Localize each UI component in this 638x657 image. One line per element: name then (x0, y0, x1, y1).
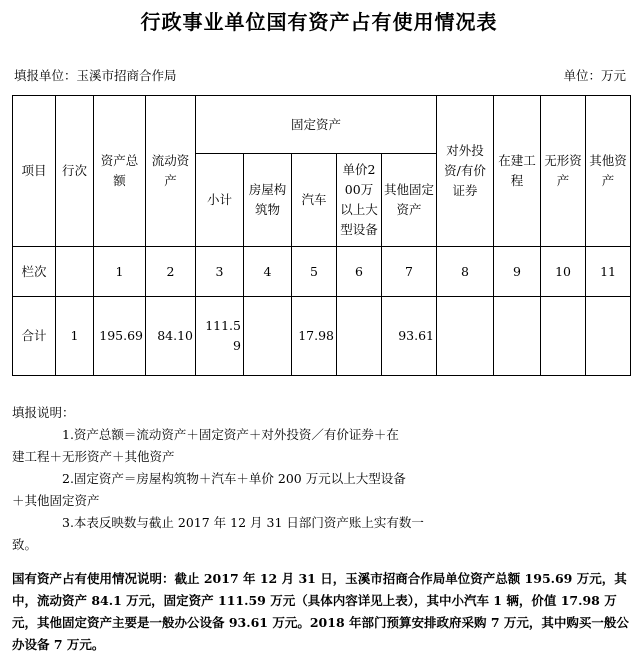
header-large-equipment: 单价200万以上大型设备 (337, 154, 382, 247)
total-total: 195.69 (94, 297, 146, 376)
index-cell: 4 (244, 247, 292, 297)
header-other-fixed: 其他固定资产 (382, 154, 437, 247)
page-title: 行政事业单位国有资产占有使用情况表 (140, 10, 498, 34)
total-investment (437, 297, 494, 376)
asset-table (12, 95, 631, 376)
note-2b: ＋其他固定资产 (12, 493, 100, 508)
index-cell: 10 (541, 247, 586, 297)
note-3a: 3.本表反映数与截止 2017 年 12 月 31 日部门资产账上实有数一 (62, 515, 424, 530)
index-cell: 3 (196, 247, 244, 297)
total-large-equipment (337, 297, 382, 376)
total-subtotal: 111.59 (196, 297, 244, 376)
note-1a: 1.资产总额＝流动资产＋固定资产＋对外投资／有价证券＋在 (62, 427, 399, 442)
column-index-row (13, 247, 631, 297)
header-vehicles: 汽车 (292, 154, 337, 247)
index-cell: 8 (437, 247, 494, 297)
header-total: 资产总额 (94, 96, 146, 247)
index-cell: 5 (292, 247, 337, 297)
header-buildings: 房屋构筑物 (244, 154, 292, 247)
index-cell: 6 (337, 247, 382, 297)
total-other-assets (586, 297, 631, 376)
total-row-no: 1 (56, 297, 94, 376)
total-other-fixed: 93.61 (382, 297, 437, 376)
header-row-no: 行次 (56, 96, 94, 247)
index-cell: 1 (94, 247, 146, 297)
index-label: 栏次 (13, 247, 56, 297)
note-2a: 2.固定资产＝房屋构筑物＋汽车＋单价 200 万元以上大型设备 (62, 471, 406, 486)
index-cell: 7 (382, 247, 437, 297)
currency-unit: 单位：万元 (563, 68, 626, 83)
header-row-1 (13, 96, 631, 154)
total-construction (494, 297, 541, 376)
total-buildings (244, 297, 292, 376)
notes-heading: 填报说明： (12, 405, 75, 420)
header-subtotal: 小计 (196, 154, 244, 247)
index-cell (56, 247, 94, 297)
header-investment: 对外投资/有价证券 (437, 96, 494, 247)
summary-paragraph: 国有资产占有使用情况说明：截止 2017 年 12 月 31 日，玉溪市招商合作局单位资产总额 195.69 万元，其中，流动资产 84.1 万元，固定资产 111.59 万元（具体内容详见上表），其中小汽车 1 辆，价值 17.98 万元，其他固定资产主要是一般办公设备 93.61 万元。2018 年部门预算安排政府采购 7 万元，其中购买一般公办设备 7 万元。 (12, 571, 629, 652)
header-other-assets: 其他资产 (586, 96, 631, 247)
total-current: 84.10 (146, 297, 196, 376)
header-current: 流动资产 (146, 96, 196, 247)
index-cell: 2 (146, 247, 196, 297)
header-item: 项目 (13, 96, 56, 247)
header-construction: 在建工程 (494, 96, 541, 247)
note-1b: 建工程＋无形资产＋其他资产 (12, 449, 175, 464)
index-cell: 9 (494, 247, 541, 297)
note-3b: 致。 (12, 537, 38, 552)
total-intangible (541, 297, 586, 376)
header-intangible: 无形资产 (541, 96, 586, 247)
total-label: 合计 (13, 297, 56, 376)
total-row (13, 297, 631, 376)
header-fixed: 固定资产 (196, 96, 437, 154)
total-vehicles: 17.98 (292, 297, 337, 376)
reporting-unit: 填报单位：玉溪市招商合作局 (14, 68, 177, 83)
index-cell: 11 (586, 247, 631, 297)
notes-section (12, 402, 630, 556)
